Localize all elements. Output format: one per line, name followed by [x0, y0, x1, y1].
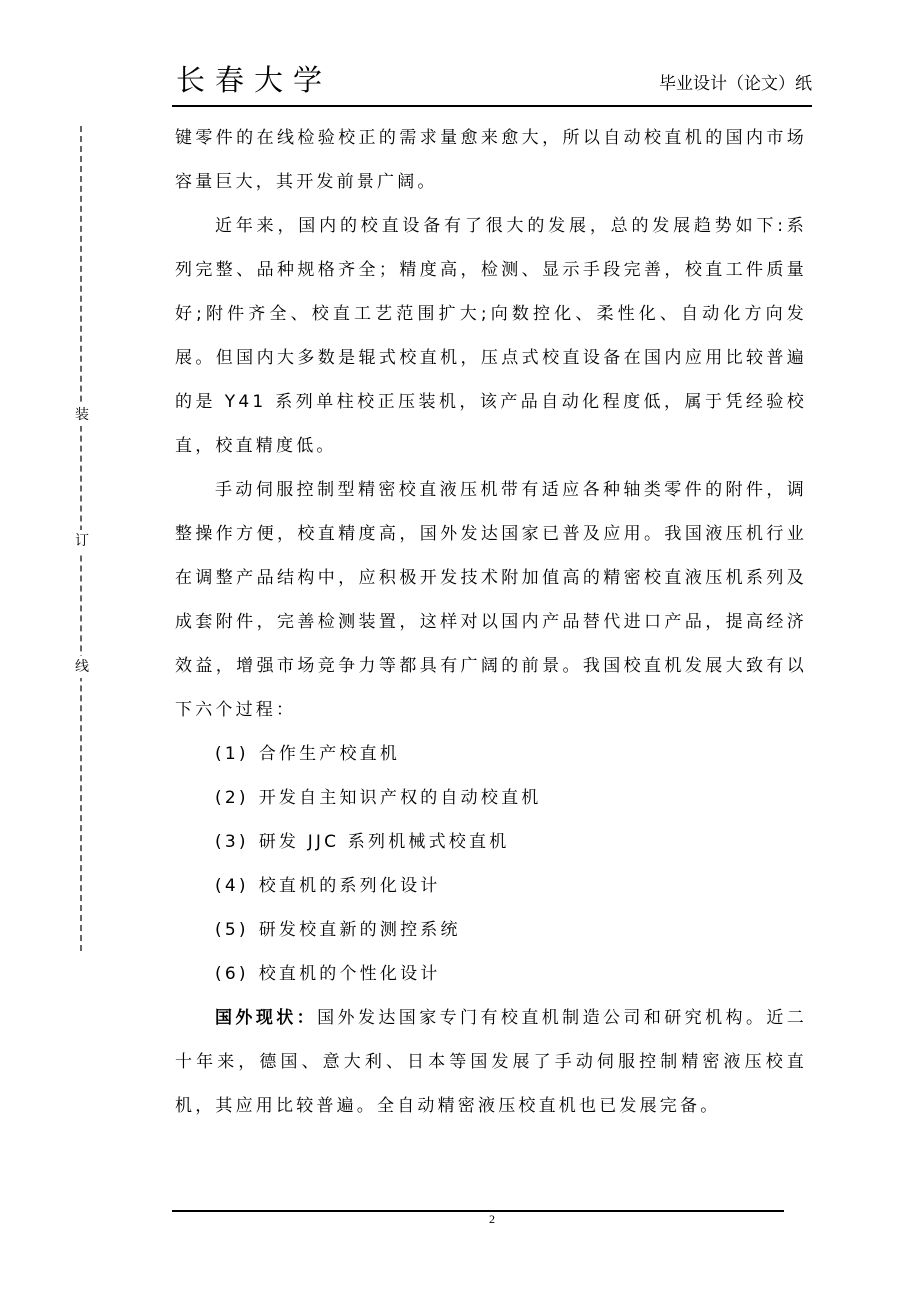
list-item-number: (2): [215, 788, 249, 808]
page-number: 2: [489, 1212, 495, 1226]
list-item-number: (4): [215, 876, 249, 896]
list-item: [175, 908, 807, 952]
list-item-number: (5): [215, 920, 249, 940]
list-item-text: 开发自主知识产权的自动校直机: [258, 788, 542, 808]
foreign-status-text: 国外发达国家专门有校直机制造公司和研究机构。近二十年来，德国、意大利、日本等国发展了手动伺服控制精密液压校直机，其应用比较普遍。全自动精密液压校直机也已发展完备。: [175, 1008, 807, 1116]
header-rule: [172, 105, 812, 107]
paragraph-domestic-trend: 近年来，国内的校直设备有了很大的发展，总的发展趋势如下:系列完整、品种规格齐全；精度高，检测、显示手段完善，校直工件质量好;附件齐全、校直工艺范围扩大;向数控化、柔性化、自动化方向发展。但国内大多数是辊式校直机，压点式校直设备在国内应用比较普遍的是 Y41 系列单柱校正压装机，该产品自动化程度低，属于凭经验校直，校直精度低。: [175, 216, 807, 456]
body-text: [175, 116, 807, 1128]
list-item-number: (6): [215, 964, 249, 984]
binding-char-ding: 订: [72, 530, 92, 552]
list-item-text: 合作生产校直机: [258, 744, 401, 764]
page-header: [172, 60, 812, 104]
list-item-number: (3): [215, 832, 249, 852]
development-stages-list: [175, 732, 807, 996]
paragraph-servo-press: 手动伺服控制型精密校直液压机带有适应各种轴类零件的附件，调整操作方便，校直精度高，国外发达国家已普及应用。我国液压机行业在调整产品结构中，应积极开发技术附加值高的精密校直液压机系列及成套附件，完善检测装置，这样对以国内产品替代进口产品，提高经济效益，增强市场竞争力等都具有广阔的前景。我国校直机发展大致有以下六个过程：: [175, 480, 807, 720]
list-item: [175, 952, 807, 996]
list-item: [175, 820, 807, 864]
binding-char-zhuang: 装: [72, 404, 92, 426]
university-name: 长春大学: [176, 63, 333, 97]
list-item-number: (1): [215, 744, 249, 764]
paper-type-label: 毕业设计（论文）纸: [659, 74, 812, 94]
list-item-text: 研发 JJC 系列机械式校直机: [258, 832, 510, 852]
list-item: [175, 776, 807, 820]
binding-char-xian: 线: [72, 656, 92, 678]
list-item-text: 研发校直新的测控系统: [258, 920, 461, 940]
list-item: [175, 864, 807, 908]
list-item-text: 校直机的系列化设计: [258, 876, 441, 896]
paragraph-foreign-status: [175, 996, 807, 1128]
foreign-status-label: 国外现状：: [215, 1008, 318, 1028]
paragraph-continued: 键零件的在线检验校正的需求量愈来愈大，所以自动校直机的国内市场容量巨大，其开发前景广阔。: [175, 128, 807, 192]
list-item-text: 校直机的个性化设计: [258, 964, 441, 984]
list-item: [175, 732, 807, 776]
